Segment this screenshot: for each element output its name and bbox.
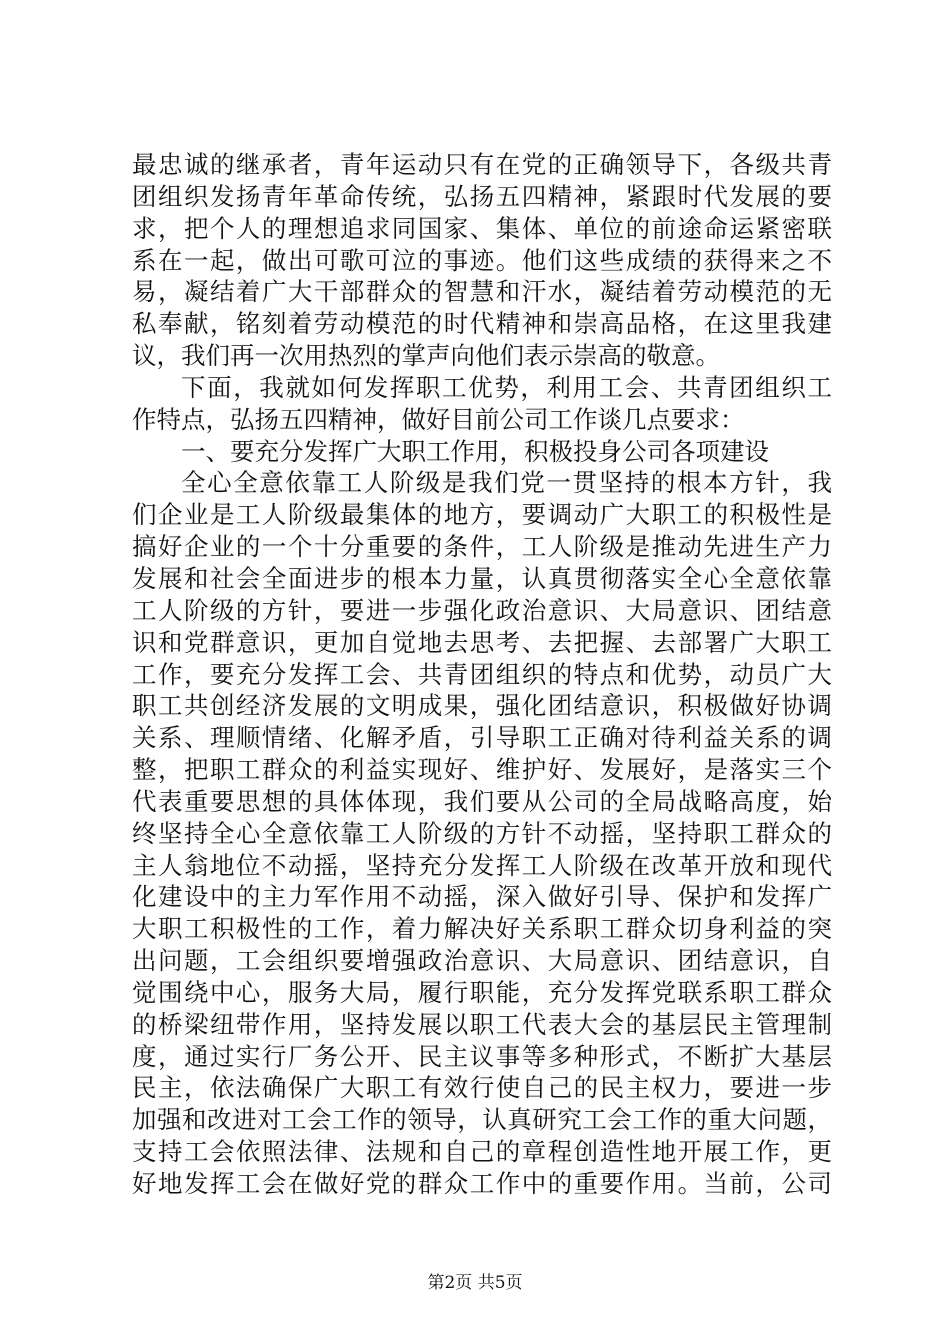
text-line: 主人翁地位不动摇，坚持充分发挥工人阶级在改革开放和现代 (132, 850, 832, 880)
text-line: 工作，要充分发挥工会、共青团组织的特点和优势，动员广大 (132, 659, 832, 689)
text-line: 作特点，弘扬五四精神，做好目前公司工作谈几点要求： (132, 404, 745, 434)
text-line: 大职工积极性的工作，着力解决好关系职工群众切身利益的突 (132, 914, 832, 944)
text-line: 工人阶级的方针，要进一步强化政治意识、大局意识、团结意 (132, 595, 832, 625)
text-line: 化建设中的主力军作用不动摇，深入做好引导、保护和发挥广 (132, 882, 832, 912)
text-line: 易，凝结着广大干部群众的智慧和汗水，凝结着劳动模范的无 (132, 277, 832, 307)
text-line: 关系、理顺情绪、化解矛盾，引导职工正确对待利益关系的调 (132, 723, 832, 753)
text-line: 终坚持全心全意依靠工人阶级的方针不动摇，坚持职工群众的 (132, 818, 832, 848)
text-line: 加强和改进对工会工作的领导，认真研究工会工作的重大问题， (132, 1105, 832, 1135)
text-line: 们企业是工人阶级最集体的地方，要调动广大职工的积极性是 (132, 500, 832, 530)
text-line: 私奉献，铭刻着劳动模范的时代精神和崇高品格，在这里我建 (132, 309, 832, 339)
text-line: 议，我们再一次用热烈的掌声向他们表示崇高的敬意。 (132, 341, 720, 371)
page-footer: 第2页 共5页 (427, 1273, 523, 1293)
text-line: 觉围绕中心，服务大局，履行职能，充分发挥党联系职工群众 (132, 977, 832, 1007)
text-line: 全心全意依靠工人阶级是我们党一贯坚持的根本方针，我 (181, 468, 832, 498)
text-line: 民主，依法确保广大职工有效行使自己的民主权力，要进一步 (132, 1073, 832, 1103)
text-line: 发展和社会全面进步的根本力量，认真贯彻落实全心全意依靠 (132, 563, 832, 593)
text-line: 支持工会依照法律、法规和自己的章程创造性地开展工作，更 (132, 1137, 832, 1167)
text-line: 系在一起，做出可歌可泣的事迹。他们这些成绩的获得来之不 (132, 245, 832, 275)
text-line: 的桥梁纽带作用，坚持发展以职工代表大会的基层民主管理制 (132, 1009, 832, 1039)
text-line: 职工共创经济发展的文明成果，强化团结意识，积极做好协调 (132, 691, 832, 721)
text-line: 代表重要思想的具体体现，我们要从公司的全局战略高度，始 (132, 786, 832, 816)
document-body (132, 149, 832, 1200)
text-line: 下面，我就如何发挥职工优势，利用工会、共青团组织工 (181, 372, 832, 402)
text-line: 求，把个人的理想追求同国家、集体、单位的前途命运紧密联 (132, 213, 832, 243)
text-line: 一、要充分发挥广大职工作用，积极投身公司各项建设 (181, 436, 769, 466)
text-line: 识和党群意识，更加自觉地去思考、去把握、去部署广大职工 (132, 627, 832, 657)
text-line: 出问题，工会组织要增强政治意识、大局意识、团结意识，自 (132, 946, 832, 976)
text-line: 搞好企业的一个十分重要的条件，工人阶级是推动先进生产力 (132, 532, 832, 562)
text-line: 度，通过实行厂务公开、民主议事等多种形式，不断扩大基层 (132, 1041, 832, 1071)
text-line: 整，把职工群众的利益实现好、维护好、发展好，是落实三个 (132, 755, 832, 785)
text-line: 最忠诚的继承者，青年运动只有在党的正确领导下，各级共青 (132, 150, 832, 179)
text-line: 团组织发扬青年革命传统，弘扬五四精神，紧跟时代发展的要 (132, 181, 832, 211)
text-line: 好地发挥工会在做好党的群众工作中的重要作用。当前，公司 (132, 1169, 832, 1198)
